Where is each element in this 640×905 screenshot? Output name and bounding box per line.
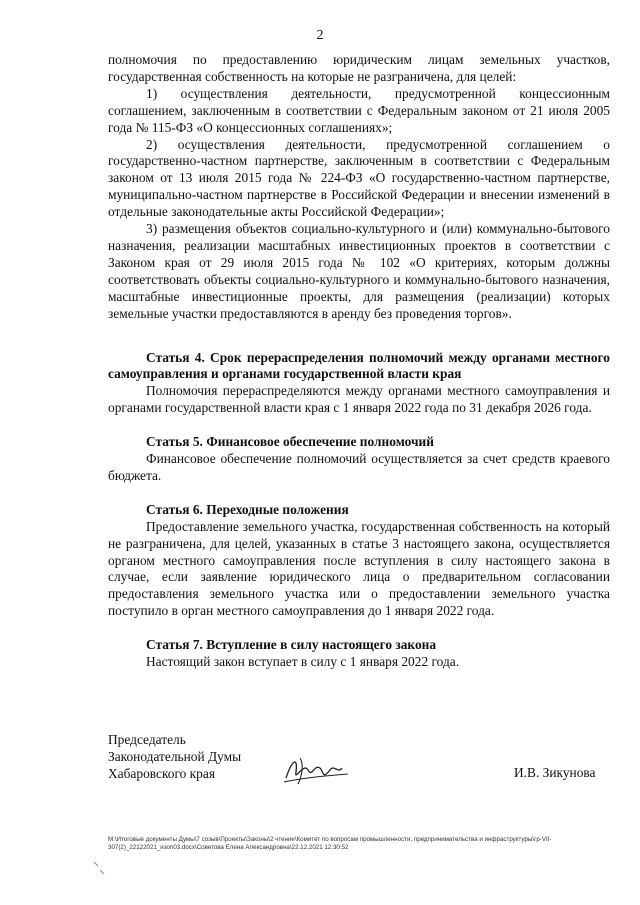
- article-7-title: Статья 7. Вступление в силу настоящего закона: [146, 637, 437, 653]
- article-5-title: Статья 5. Финансовое обеспечение полномочий: [146, 434, 434, 450]
- article-7-text: Настоящий закон вступает в силу с 1 января 2022 года.: [146, 654, 460, 670]
- list-item-1: 1) осуществления деятельности, предусмотренной концессионным соглашением, заключенным в соответствии с Федеральным законом от 21 июля 2005 года № 115-ФЗ «О концессионных соглашениях»;: [108, 85, 610, 135]
- file-path-footer: [108, 836, 628, 852]
- intro-paragraph: полномочия по предоставлению юридическим лицам земельных участков, государственная собственность на которые не разграничена, для целей:: [108, 52, 610, 84]
- article-6: [108, 502, 610, 620]
- signatory-title-line-2: Законодательной Думы: [108, 749, 242, 764]
- article-5: [108, 434, 610, 485]
- handwritten-signature: [282, 752, 352, 788]
- article-6-title: Статья 6. Переходные положения: [146, 501, 349, 517]
- article-4: [108, 350, 610, 418]
- article-7: [108, 637, 610, 671]
- article-5-text: Финансовое обеспечение полномочий осуществляется за счет средств краевого бюджета.: [108, 451, 610, 483]
- page-number: 2: [316, 28, 324, 43]
- list-item-2: 2) осуществления деятельности, предусмотренной соглашением о государственно-частном партнерстве, заключенным в соответствии с Федеральным законом от 13 июля 2015 года № 224-ФЗ «О государственно-частном партнерстве, муниципально-частном партнерстве в Российской Федерации и внесении изменений в отдельные законодательные акты Российской Федерации»;: [108, 136, 610, 220]
- article-4-title: Статья 4. Срок перераспределения полномочий между органами местного самоуправления и органами государственной власти края: [108, 349, 610, 382]
- signatory-title: [108, 731, 241, 782]
- scan-artifact-mark: [92, 858, 112, 878]
- article-6-text: Предоставление земельного участка, государственная собственность на который не разграничена, для целей, указанных в статье 3 настоящего закона, осуществляется органом местного самоуправления после вступления в силу настоящего закона в случае, если заявление юридического лица о предварительном согласовании предоставления земельного участка или о предоставлении земельного участка поступило в орган местного самоуправления до 1 января 2022 года.: [108, 518, 610, 619]
- signatory-title-line-1: Председатель: [108, 732, 186, 747]
- file-path-line-1: М:\Итоговые документы Думы\7 созыв\Проекты\Законы\2 чтение\Комитет по вопросам промышленности, предпринимательства и инфраструктуры\гр-VII-: [108, 836, 552, 843]
- list-item-3: 3) размещения объектов социально-культурного и (или) коммунально-бытового назначения, реализации масштабных инвестиционных проектов в соответствии с Законом края от 29 июля 2015 года № 102 «О критериях, которым должны соответствовать объекты социально-культурного и коммунально-бытового назначения, масштабные инвестиционные проекты, для размещения (реализации) которых земельные участки предоставляются в аренду без проведения торгов».: [108, 221, 610, 321]
- signatory-title-line-3: Хабаровского края: [108, 766, 215, 781]
- document-body: [108, 52, 610, 671]
- file-path-line-2: 307(2)_22122021_изоп03.docx\Советова Елена Александровна\22.12.2021 12:30:52: [108, 844, 349, 851]
- article-4-text: Полномочия перераспределяются между органами местного самоуправления и органами государственной власти края с 1 января 2022 года по 31 декабря 2026 года.: [108, 383, 610, 416]
- signatory-name: И.В. Зикунова: [514, 765, 596, 780]
